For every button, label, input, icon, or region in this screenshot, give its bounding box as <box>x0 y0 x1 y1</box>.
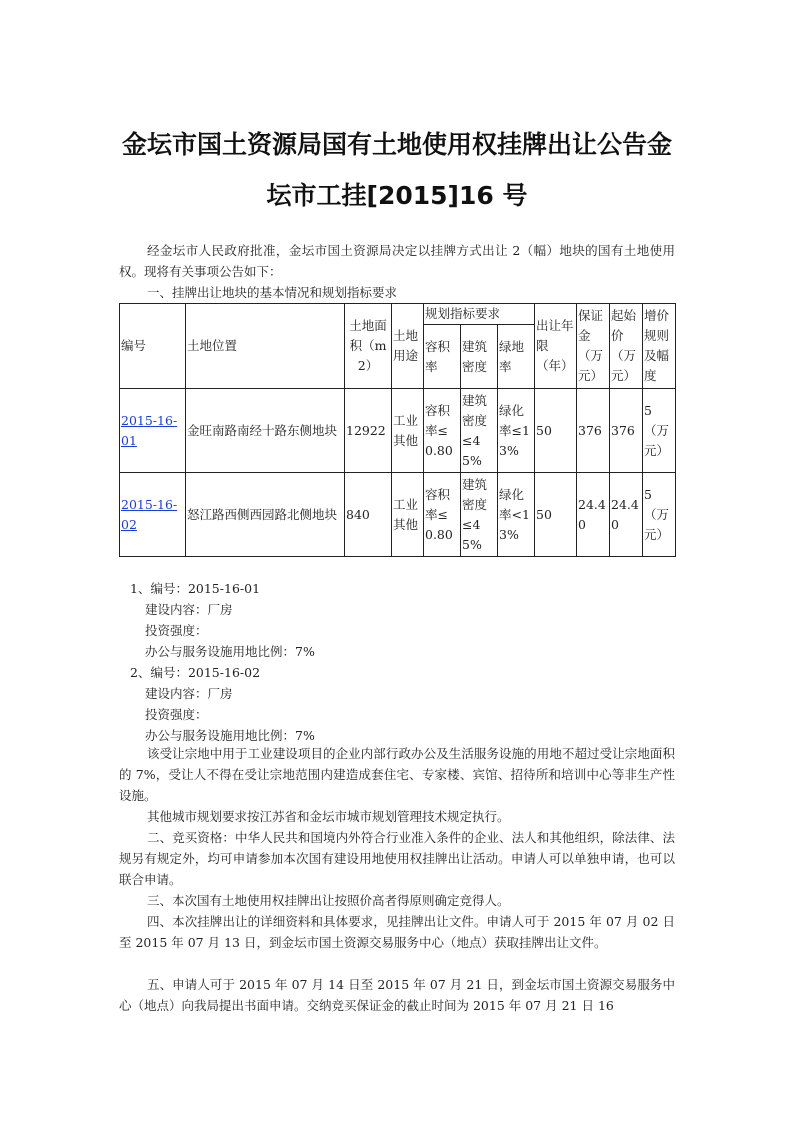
parcel-term: 50 <box>535 473 577 557</box>
header-far: 容积率 <box>424 325 461 389</box>
parcel-start-price: 24.40 <box>610 473 643 557</box>
header-area: 土地面积（m2） <box>345 304 392 389</box>
header-location: 土地位置 <box>186 304 345 389</box>
parcel-increment: 5（万元） <box>643 473 676 557</box>
header-density: 建筑密度 <box>461 325 498 389</box>
parcel-start-price: 376 <box>610 389 643 473</box>
parcel-far: 容积率≤0.80 <box>424 389 461 473</box>
detail-1-content: 建设内容：厂房 <box>145 602 233 617</box>
detail-2-code: 2、编号：2015-16-02 <box>130 665 261 680</box>
header-green: 绿地率 <box>498 325 535 389</box>
parcel-deposit: 24.40 <box>577 473 610 557</box>
detail-1-code: 1、编号：2015-16-01 <box>130 581 261 596</box>
parcel-use: 工业其他 <box>392 389 424 473</box>
parcel-density: 建筑密度≤45% <box>461 389 498 473</box>
parcel-density: 建筑密度≤45% <box>461 473 498 557</box>
parcel-code-link[interactable]: 2015-16-01 <box>121 412 178 448</box>
parcel-deposit: 376 <box>577 389 610 473</box>
parcel-code-link[interactable]: 2015-16-02 <box>121 496 178 532</box>
table-row <box>120 389 676 473</box>
header-start-price: 起始价（万元） <box>610 304 643 389</box>
intro-paragraph: 经金坛市人民政府批准，金坛市国土资源局决定以挂牌方式出让 2（幅）地块的国有土地使用权。现将有关事项公告如下： <box>119 243 675 279</box>
header-increment: 增价规则及幅度 <box>643 304 676 389</box>
detail-2-content: 建设内容：厂房 <box>145 686 233 701</box>
parcel-location: 怒江路西侧西园路北侧地块 <box>186 473 345 557</box>
header-code: 编号 <box>120 304 186 389</box>
detail-1-ratio: 办公与服务设施用地比例：7% <box>145 644 315 659</box>
parcel-location: 金旺南路南经十路东侧地块 <box>186 389 345 473</box>
parcel-green: 绿化率<13% <box>498 473 535 557</box>
detail-2-intensity: 投资强度： <box>145 707 208 722</box>
restriction-paragraph: 该受让宗地中用于工业建设项目的企业内部行政办公及生活服务设施的用地不超过受让宗地面积的 7%，受让人不得在受让宗地范围内建造成套住宅、专家楼、宾馆、招待所和培训中心等非生产性设施。 <box>119 746 675 803</box>
parcel-green: 绿化率≤13% <box>498 389 535 473</box>
parcel-table <box>119 303 676 557</box>
table-row <box>120 473 676 557</box>
detail-1-intensity: 投资强度： <box>145 623 208 638</box>
document-title-line-1: 金坛市国土资源局国有土地使用权挂牌出让公告金 <box>121 130 672 159</box>
header-use: 土地用途 <box>392 304 424 389</box>
header-term: 出让年限（年） <box>535 304 577 389</box>
parcel-use: 工业其他 <box>392 473 424 557</box>
section-1-heading: 一、挂牌出让地块的基本情况和规划指标要求 <box>147 285 398 300</box>
header-deposit: 保证金（万元） <box>577 304 610 389</box>
parcel-increment: 5（万元） <box>643 389 676 473</box>
parcel-area: 840 <box>345 473 392 557</box>
winner-rule-paragraph: 三、本次国有土地使用权挂牌出让按照价高者得原则确定竞得人。 <box>147 893 510 908</box>
application-paragraph: 五、申请人可于 2015 年 07 月 14 日至 2015 年 07 月 21 日，到金坛市国土资源交易服务中心（地点）向我局提出书面申请。交纳竞买保证金的截止时间为 2015 年 07 月 21 日 16 <box>119 977 675 1013</box>
documents-paragraph: 四、本次挂牌出让的详细资料和具体要求，见挂牌出让文件。申请人可于 2015 年 07 月 02 日至 2015 年 07 月 13 日，到金坛市国土资源交易服务中心（地点）获取挂牌出让文件。 <box>119 914 675 950</box>
detail-2-ratio: 办公与服务设施用地比例：7% <box>145 728 315 743</box>
planning-paragraph: 其他城市规划要求按江苏省和金坛市城市规划管理技术规定执行。 <box>147 809 510 824</box>
parcel-area: 12922 <box>345 389 392 473</box>
parcel-term: 50 <box>535 389 577 473</box>
eligibility-paragraph: 二、竞买资格：中华人民共和国境内外符合行业准入条件的企业、法人和其他组织，除法律、法规另有规定外，均可申请参加本次国有建设用地使用权挂牌出让活动。申请人可以单独申请，也可以联合申请。 <box>119 830 675 887</box>
header-planning-group: 规划指标要求 <box>424 304 535 325</box>
parcel-far: 容积率≤0.80 <box>424 473 461 557</box>
document-title-line-2: 坛市工挂[2015]16 号 <box>266 181 528 210</box>
